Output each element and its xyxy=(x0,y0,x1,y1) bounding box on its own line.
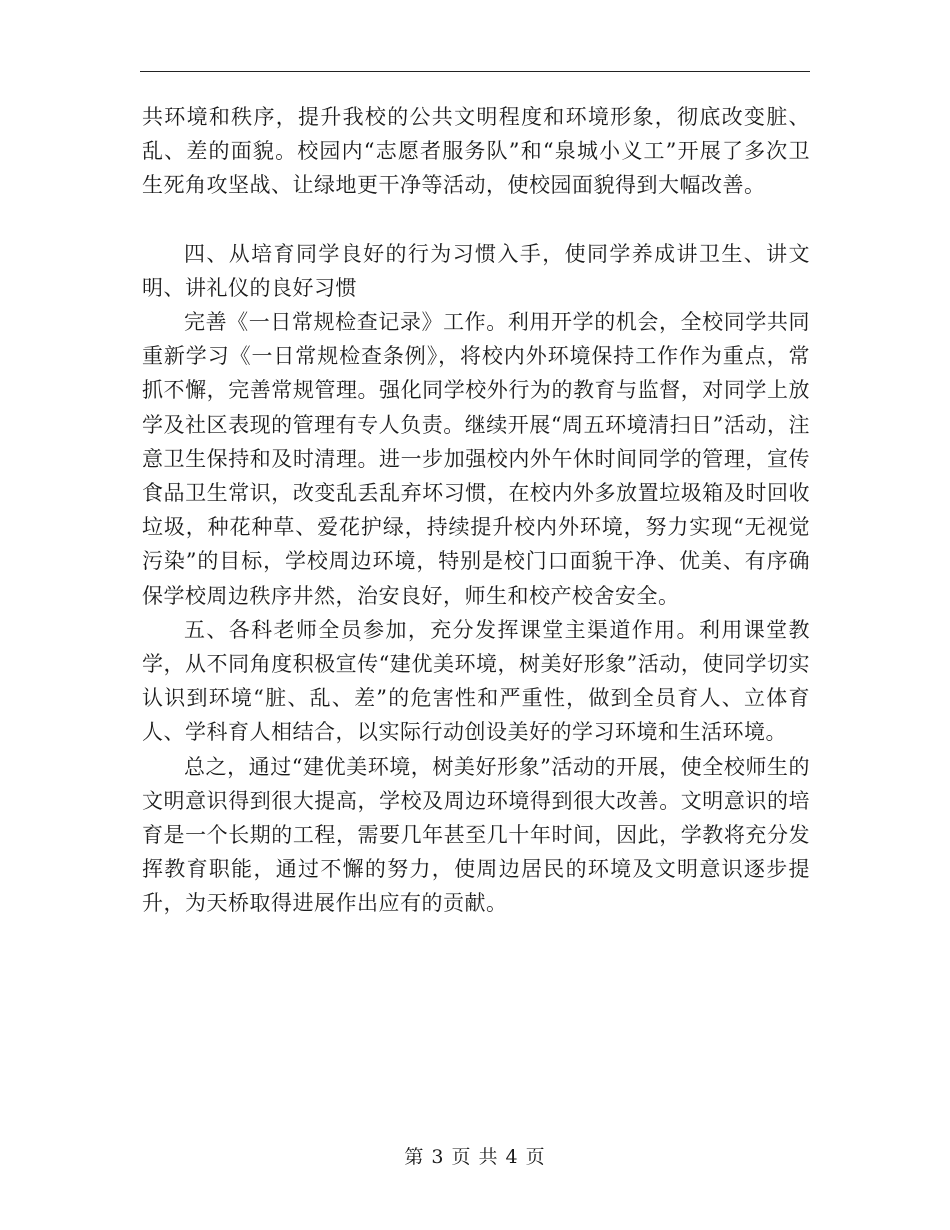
section-five-paragraph: 五、各科老师全员参加，充分发挥课堂主渠道作用。利用课堂教学，从不同角度积极宣传“建优美环境，树美好形象”活动，使同学切实认识到环境“脏、乱、差”的危害性和严重性，做到全员育人、立体育人、学科育人相结合，以实际行动创设美好的学习环境和生活环境。 xyxy=(142,617,810,745)
page-number-footer: 第 3 页 共 4 页 xyxy=(404,1146,546,1168)
paragraph-gap xyxy=(142,203,810,237)
paragraph-routine-check: 完善《一日常规检查记录》工作。利用开学的机会，全校同学共同重新学习《一日常规检查条例》，将校内外环境保持工作作为重点，常抓不懈，完善常规管理。强化同学校外行为的教育与监督，对同学上放学及社区表现的管理有专人负责。继续开展“周五环境清扫日”活动，注意卫生保持和及时清理。进一步加强校内外午休时间同学的管理，宣传食品卫生常识，改变乱丢乱弃坏习惯，在校内外多放置垃圾箱及时回收垃圾，种花种草、爱花护绿，持续提升校内外环境，努力实现“无视觉污染”的目标，学校周边环境，特别是校门口面貌干净、优美、有序确保学校周边秩序井然，治安良好，师生和校产校舍安全。 xyxy=(142,310,810,608)
section-four-heading: 四、从培育同学良好的行为习惯入手，使同学养成讲卫生、讲文明、讲礼仪的良好习惯 xyxy=(142,241,810,300)
document-body xyxy=(142,100,810,921)
summary-paragraph: 总之，通过“建优美环境，树美好形象”活动的开展，使全校师生的文明意识得到很大提高，学校及周边环境得到很大改善。文明意识的培育是一个长期的工程，需要几年甚至几十年时间，因此，学教将充分发挥教育职能，通过不懈的努力，使周边居民的环境及文明意识逐步提升，为天桥取得进展作出应有的贡献。 xyxy=(142,754,810,916)
header-rule xyxy=(140,71,810,72)
paragraph-continued: 共环境和秩序，提升我校的公共文明程度和环境形象，彻底改变脏、乱、差的面貌。校园内“志愿者服务队”和“泉城小义工”开展了多次卫生死角攻坚战、让绿地更干净等活动，使校园面貌得到大幅改善。 xyxy=(142,105,810,198)
